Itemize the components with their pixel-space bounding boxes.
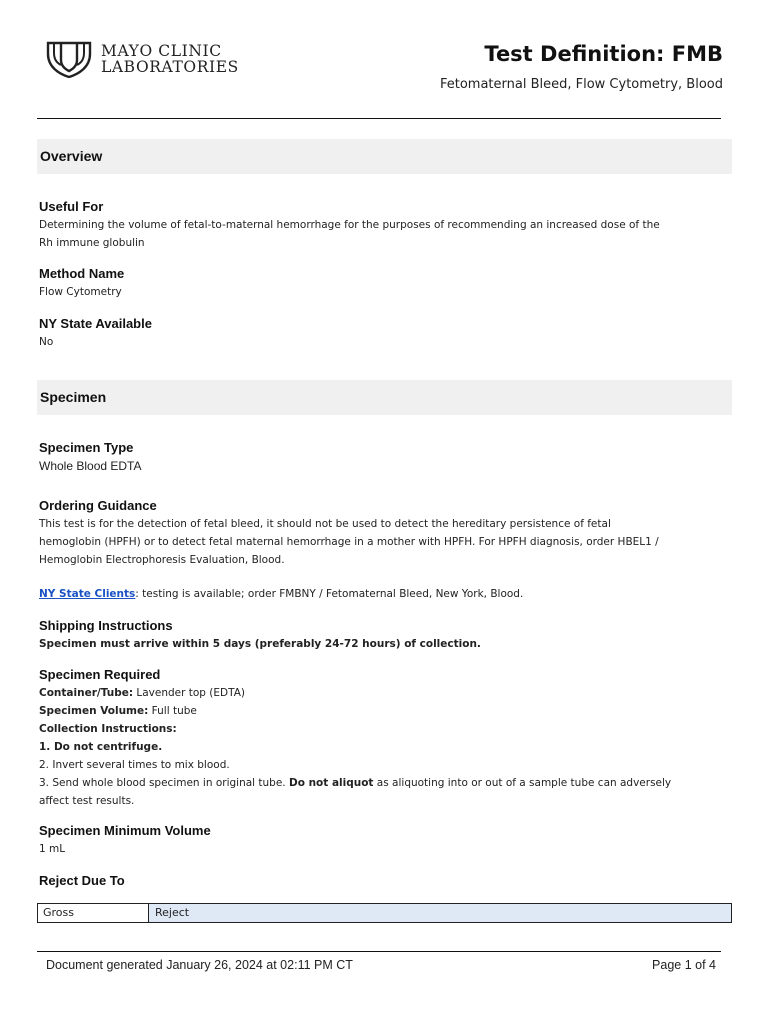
header-divider [37,118,721,119]
specimen-volume-row [39,702,729,720]
specimen-type-label: Specimen Type [39,440,134,455]
specimen-required-details [39,684,729,810]
mayo-shield-icon [45,40,93,78]
useful-for-label: Useful For [39,199,104,214]
collection-step-3 [39,774,729,792]
brand-line-1: MAYO CLINIC [101,42,222,60]
ny-state-clients-rest: : testing is available; order FMBNY / Fetomaternal Bleed, New York, Blood. [135,588,524,600]
page-number: Page 1 of 4 [652,958,716,972]
reject-table-row [37,903,732,923]
ny-state-value: No [39,336,54,348]
container-tube-label: Container/Tube: [39,687,134,699]
ordering-line-2: hemoglobin (HPFH) or to detect fetal maternal hemorrhage in a mother with HPFH. For HPFH diagnosis, order HBEL1 / [39,536,659,548]
method-name-value: Flow Cytometry [39,286,122,298]
footer-divider [37,951,721,952]
collection-step-3-continued: affect test results. [39,795,135,807]
shipping-instructions-bold: Specimen must arrive within 5 days (preferably 24-72 hours) of collection. [39,638,481,650]
container-tube-row [39,684,729,702]
brand-line-2: LABORATORIES [101,58,239,76]
useful-for-line-2: Rh immune globulin [39,237,145,249]
reject-due-to-label: Reject Due To [39,873,125,888]
ny-state-clients-text [39,585,729,603]
collection-instructions-label [39,720,729,738]
collection-step-2: 2. Invert several times to mix blood. [39,759,230,771]
collection-step-1 [39,738,729,756]
page-title: Test Definition: FMB [484,42,723,66]
specimen-type-value: Whole Blood EDTA [39,459,142,473]
specimen-minimum-volume-label: Specimen Minimum Volume [39,823,211,838]
container-tube-value: Lavender top (EDTA) [133,687,245,699]
collection-step-3-b: Do not aliquot [289,777,374,789]
collection-instructions-text: Collection Instructions: [39,723,177,735]
page-subtitle: Fetomaternal Bleed, Flow Cytometry, Blood [439,77,723,92]
reject-action-cell: Reject [149,904,731,922]
reject-condition-cell: Gross [38,904,149,922]
specimen-minimum-volume-value: 1 mL [39,843,66,855]
method-name-label: Method Name [39,266,125,281]
ordering-guidance-label: Ordering Guidance [39,498,157,513]
overview-section-heading: Overview [37,139,732,174]
specimen-volume-label: Specimen Volume: [39,705,149,717]
ordering-line-1: This test is for the detection of fetal bleed, it should not be used to detect the hereditary persistence of fetal [39,518,611,530]
document-generated-text: Document generated January 26, 2024 at 02:11 PM CT [46,958,353,972]
useful-for-text [39,216,729,252]
collection-step-1-text: 1. Do not centrifuge. [39,741,163,753]
useful-for-line-1: Determining the volume of fetal-to-maternal hemorrhage for the purposes of recommending an increased dose of the [39,219,660,231]
collection-step-3-c: as aliquoting into or out of a sample tube can adversely [373,777,672,789]
ordering-guidance-text [39,515,729,569]
specimen-required-label: Specimen Required [39,667,161,682]
ordering-line-3: Hemoglobin Electrophoresis Evaluation, Blood. [39,554,285,566]
mayo-clinic-logo [45,40,239,78]
specimen-volume-value: Full tube [148,705,197,717]
shipping-instructions-label: Shipping Instructions [39,618,173,633]
specimen-section-heading: Specimen [37,380,732,415]
ny-state-label: NY State Available [39,316,152,331]
ny-state-clients-link[interactable]: NY State Clients [39,588,136,600]
shipping-instructions-text [39,635,729,653]
collection-step-3-a: 3. Send whole blood specimen in original tube. [39,777,289,789]
